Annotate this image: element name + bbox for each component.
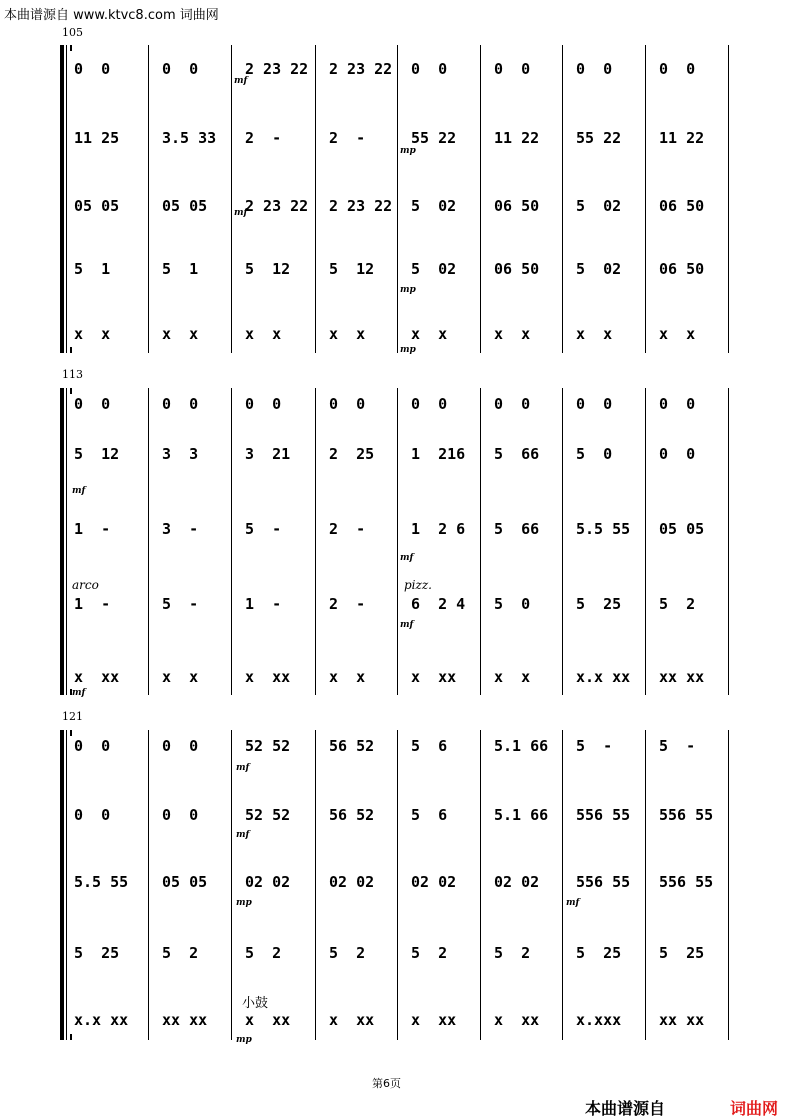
measure-notes: 5.1 66 [494, 806, 549, 824]
measure-notes: 556 55 [576, 806, 631, 824]
measure-notes: 5 6 [411, 806, 448, 824]
measure-notes: 06 50 [494, 260, 540, 278]
measure-number: 105 [62, 26, 83, 39]
measure-notes: 5 2 [245, 944, 282, 962]
measure-notes: 556 55 [576, 873, 631, 891]
measure-notes: 5 2 [329, 944, 366, 962]
measure-notes: 2 25 [329, 445, 375, 463]
measure-notes: x x [494, 668, 531, 686]
measure-notes: 1 2 6 [411, 520, 466, 538]
dynamic-mark: mf [72, 688, 86, 698]
measure-notes: 2 - [245, 129, 282, 147]
barline [480, 388, 481, 695]
dynamic-mark: mf [566, 898, 580, 908]
measure-notes: 5 25 [576, 944, 622, 962]
measure-notes: 5 - [576, 737, 613, 755]
measure-notes: 5 1 [162, 260, 199, 278]
barline [397, 730, 398, 1040]
measure-notes: 2 23 22 [329, 197, 393, 215]
barline [562, 730, 563, 1040]
measure-notes: x xx [245, 668, 291, 686]
dynamic-mark: mp [236, 898, 252, 908]
measure-notes: 5 - [162, 595, 199, 613]
measure-notes: 0 0 [411, 395, 448, 413]
measure-notes: 5 02 [411, 197, 457, 215]
measure-notes: 3 - [162, 520, 199, 538]
measure-notes: x x [411, 325, 448, 343]
measure-notes: xx xx [659, 668, 705, 686]
barline [645, 388, 646, 695]
measure-notes: 5 2 [162, 944, 199, 962]
measure-notes: 0 0 [494, 60, 531, 78]
measure-notes: x.x xx [576, 668, 631, 686]
measure-notes: 0 0 [74, 737, 111, 755]
measure-notes: 5 25 [74, 944, 120, 962]
measure-notes: 52 52 [245, 737, 291, 755]
measure-notes: x x [329, 668, 366, 686]
measure-notes: x x [162, 325, 199, 343]
site-header: 本曲谱源自 www.ktvc8.com 词曲网 [4, 8, 219, 23]
measure-notes: 55 22 [411, 129, 457, 147]
barline [231, 45, 232, 353]
technique-mark: pizz. [404, 578, 432, 592]
measure-notes: 05 05 [74, 197, 120, 215]
dynamic-mark: mp [400, 345, 416, 355]
measure-notes: 5 0 [576, 445, 613, 463]
barline [148, 45, 149, 353]
measure-notes: 0 0 [411, 60, 448, 78]
measure-notes: 5.5 55 [576, 520, 631, 538]
measure-notes: 0 0 [659, 445, 696, 463]
technique-mark: arco [72, 578, 99, 592]
dynamic-mark: mp [236, 1035, 252, 1045]
measure-notes: 0 0 [329, 395, 366, 413]
measure-notes: 3 21 [245, 445, 291, 463]
measure-notes: 02 02 [329, 873, 375, 891]
measure-notes: 11 25 [74, 129, 120, 147]
measure-notes: xx xx [162, 1011, 208, 1029]
measure-notes: 5 66 [494, 445, 540, 463]
measure-notes: 5 12 [329, 260, 375, 278]
barline [645, 45, 646, 353]
measure-notes: 05 05 [162, 873, 208, 891]
measure-notes: 0 0 [494, 395, 531, 413]
measure-notes: 0 0 [162, 395, 199, 413]
measure-notes: x x [329, 325, 366, 343]
measure-notes: 5 25 [576, 595, 622, 613]
measure-notes: 0 0 [245, 395, 282, 413]
barline [231, 388, 232, 695]
dynamic-mark: mf [400, 553, 414, 563]
barline [728, 388, 729, 695]
barline [231, 730, 232, 1040]
measure-notes: 0 0 [576, 60, 613, 78]
measure-notes: x x [245, 325, 282, 343]
watermark-site: 词曲网 [730, 1099, 779, 1118]
measure-notes: 52 52 [245, 806, 291, 824]
barline [480, 730, 481, 1040]
measure-notes: x x [576, 325, 613, 343]
measure-notes: 0 0 [162, 737, 199, 755]
barline [315, 388, 316, 695]
dynamic-mark: mf [236, 763, 250, 773]
measure-notes: 6 2 4 [411, 595, 466, 613]
measure-notes: 5 2 [494, 944, 531, 962]
measure-notes: 05 05 [659, 520, 705, 538]
barline [397, 388, 398, 695]
measure-notes: 5 2 [659, 595, 696, 613]
barline [480, 45, 481, 353]
measure-notes: 02 02 [494, 873, 540, 891]
measure-notes: 5 2 [411, 944, 448, 962]
measure-notes: 2 23 22 [329, 60, 393, 78]
measure-notes: 2 23 22 [245, 197, 309, 215]
dynamic-mark: mf [236, 830, 250, 840]
measure-notes: 3 3 [162, 445, 199, 463]
measure-notes: x x [659, 325, 696, 343]
measure-notes: 5 02 [411, 260, 457, 278]
measure-notes: x xx [494, 1011, 540, 1029]
dynamic-mark: mf [234, 208, 248, 218]
dynamic-mark: mf [400, 620, 414, 630]
measure-notes: 5 12 [245, 260, 291, 278]
score-system-3 [60, 730, 730, 1040]
measure-notes: 0 0 [659, 60, 696, 78]
measure-notes: 5 - [659, 737, 696, 755]
page-number: 第6页 [372, 1077, 401, 1090]
measure-notes: 5 0 [494, 595, 531, 613]
measure-notes: x xx [74, 668, 120, 686]
measure-notes: 1 - [74, 520, 111, 538]
measure-notes: 5 02 [576, 197, 622, 215]
measure-notes: 11 22 [494, 129, 540, 147]
measure-notes: x x [74, 325, 111, 343]
measure-notes: 06 50 [659, 197, 705, 215]
measure-notes: 3.5 33 [162, 129, 217, 147]
measure-number: 113 [62, 368, 83, 381]
barline [728, 730, 729, 1040]
measure-notes: 06 50 [659, 260, 705, 278]
measure-notes: 5 1 [74, 260, 111, 278]
measure-notes: 2 - [329, 520, 366, 538]
barline [397, 45, 398, 353]
measure-notes: x xx [245, 1011, 291, 1029]
measure-notes: x xx [411, 1011, 457, 1029]
measure-notes: 2 23 22 [245, 60, 309, 78]
measure-notes: 5 02 [576, 260, 622, 278]
measure-notes: 0 0 [576, 395, 613, 413]
dynamic-mark: mf [234, 76, 248, 86]
measure-notes: 0 0 [74, 806, 111, 824]
measure-number: 121 [62, 710, 83, 723]
measure-notes: 02 02 [411, 873, 457, 891]
barline [562, 388, 563, 695]
barline [728, 45, 729, 353]
measure-notes: 2 - [329, 129, 366, 147]
measure-notes: 1 216 [411, 445, 466, 463]
measure-notes: x xx [329, 1011, 375, 1029]
barline [315, 730, 316, 1040]
score-system-2 [60, 388, 730, 695]
dynamic-mark: mp [400, 285, 416, 295]
measure-notes: x xx [411, 668, 457, 686]
barline [148, 388, 149, 695]
measure-notes: x x [494, 325, 531, 343]
barline [562, 45, 563, 353]
dynamic-mark: mp [400, 146, 416, 156]
score-system-1 [60, 45, 730, 353]
measure-notes: 5 - [245, 520, 282, 538]
measure-notes: 56 52 [329, 806, 375, 824]
measure-notes: 55 22 [576, 129, 622, 147]
measure-notes: 11 22 [659, 129, 705, 147]
measure-notes: 0 0 [162, 60, 199, 78]
measure-notes: 1 - [245, 595, 282, 613]
measure-notes: 5.5 55 [74, 873, 129, 891]
measure-notes: 05 05 [162, 197, 208, 215]
measure-notes: 5 6 [411, 737, 448, 755]
measure-notes: 06 50 [494, 197, 540, 215]
technique-mark: 小鼓 [242, 996, 269, 1011]
measure-notes: x.x xx [74, 1011, 129, 1029]
measure-notes: 5 66 [494, 520, 540, 538]
dynamic-mark: mf [72, 486, 86, 496]
measure-notes: 5 25 [659, 944, 705, 962]
barline [148, 730, 149, 1040]
measure-notes: 5.1 66 [494, 737, 549, 755]
measure-notes: 0 0 [162, 806, 199, 824]
measure-notes: 1 - [74, 595, 111, 613]
measure-notes: 5 12 [74, 445, 120, 463]
measure-notes: 02 02 [245, 873, 291, 891]
measure-notes: 556 55 [659, 806, 714, 824]
measure-notes: x.xxx [576, 1011, 622, 1029]
measure-notes: 56 52 [329, 737, 375, 755]
barline [645, 730, 646, 1040]
measure-notes: 0 0 [74, 60, 111, 78]
watermark-text: 本曲谱源自 [585, 1099, 666, 1118]
measure-notes: 2 - [329, 595, 366, 613]
measure-notes: 556 55 [659, 873, 714, 891]
measure-notes: 0 0 [74, 395, 111, 413]
measure-notes: 0 0 [659, 395, 696, 413]
barline [315, 45, 316, 353]
measure-notes: xx xx [659, 1011, 705, 1029]
measure-notes: x x [162, 668, 199, 686]
